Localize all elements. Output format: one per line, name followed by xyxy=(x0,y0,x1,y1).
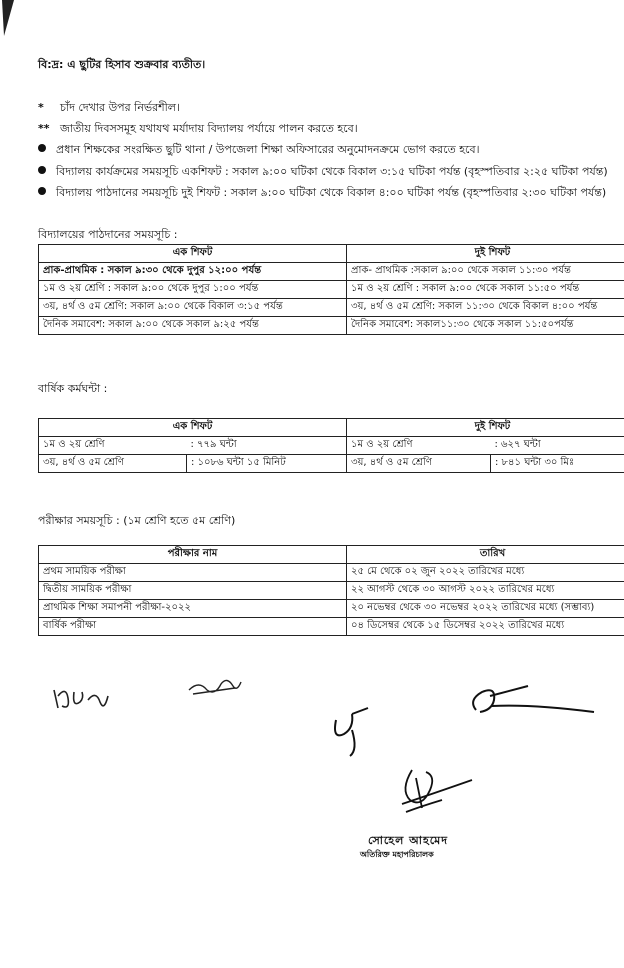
exams-title: পরীক্ষার সময়সূচি : (১ম শ্রেণি হতে ৫ম শ্রেণি) xyxy=(38,514,236,527)
table-cell: প্রাক-প্রাথমিক : সকাল ৯:৩০ থেকে দুপুর ১২:০০ পর্যন্ত xyxy=(39,263,347,281)
bullet-dot-icon xyxy=(38,187,46,195)
table-cell: বার্ষিক পরীক্ষা xyxy=(39,618,347,636)
table-cell: ২২ আগস্ট থেকে ৩০ আগস্ট ২০২২ তারিখের মধ্যে xyxy=(347,582,624,600)
bullet-dot-icon xyxy=(38,144,46,152)
table-cell: প্রথম সাময়িক পরীক্ষা xyxy=(39,564,347,582)
bullet-text: চাঁদ দেখার উপর নির্ভরশীল। xyxy=(60,101,180,114)
note-text: বি:দ্র: এ ছুটির হিসাব শুক্রবার ব্যতীত। xyxy=(38,58,206,71)
table-cell: ২০ নভেম্বর থেকে ৩০ নভেম্বর ২০২২ তারিখের মধ্যে (সম্ভাব্য) xyxy=(347,600,624,618)
bullet-item xyxy=(38,122,358,136)
column-header: এক শিফট xyxy=(39,245,347,263)
table-cell: ৩য়, ৪র্থ ও ৫ম শ্রেণি: সকাল ১১:৩০ থেকে বিকাল ৪:০০ পর্যন্ত xyxy=(347,299,624,317)
table-row xyxy=(39,455,624,473)
signature-5 xyxy=(382,760,492,820)
table-cell: প্রাথমিক শিক্ষা সমাপনী পরীক্ষা-২০২২ xyxy=(39,600,347,618)
column-header: দুই শিফট xyxy=(347,245,624,263)
table-cell: ১ম ও ২য় শ্রেণি : সকাল ৯:০০ থেকে সকাল ১১:৫০ পর্যন্ত xyxy=(347,281,624,299)
table-cell: দ্বিতীয় সাময়িক পরীক্ষা xyxy=(39,582,347,600)
table-row xyxy=(39,564,624,582)
schedule-table xyxy=(38,244,624,335)
table-row xyxy=(39,299,624,317)
column-header: এক শিফট xyxy=(39,419,347,437)
table-header-row xyxy=(39,546,624,564)
signature-2 xyxy=(185,672,245,700)
table-cell: দৈনিক সমাবেশ: সকাল ৯:০০ থেকে সকাল ৯:২৫ পর্যন্ত xyxy=(39,317,347,335)
table-cell: : ১০৮৬ ঘন্টা ১৫ মিনিট xyxy=(187,455,347,473)
hours-title: বার্ষিক কর্মঘন্টা : xyxy=(38,382,108,395)
table-cell: ১ম ও ২য় শ্রেণি : সকাল ৯:০০ থেকে দুপুর ১:০০ পর্যন্ত xyxy=(39,281,347,299)
table-row xyxy=(39,317,624,335)
bullet-text: প্রধান শিক্ষকের সংরক্ষিত ছুটি থানা / উপজেলা শিক্ষা অফিসারের অনুমোদনক্রমে ভোগ করতে হবে। xyxy=(56,143,480,156)
table-cell: : ৭৭৯ ঘন্টা xyxy=(187,437,347,455)
table-row xyxy=(39,582,624,600)
table-cell: ৩য়, ৪র্থ ও ৫ম শ্রেণি xyxy=(347,455,491,473)
table-cell: প্রাক- প্রাথমিক :সকাল ৯:০০ থেকে সকাল ১১:৩০ পর্যন্ত xyxy=(347,263,624,281)
table-cell: ১ম ও ২য় শ্রেণি xyxy=(347,437,491,455)
bullet-symbol: ** xyxy=(38,122,50,135)
table-cell: ৩য়, ৪র্থ ও ৫ম শ্রেণি xyxy=(39,455,187,473)
table-cell: ০৪ ডিসেম্বর থেকে ১৫ ডিসেম্বর ২০২২ তারিখের মধ্যে xyxy=(347,618,624,636)
exam-schedule-table xyxy=(38,545,624,636)
signature-4 xyxy=(462,682,602,722)
bullet-item xyxy=(38,101,180,115)
signer-name: সোহেল আহমেদ xyxy=(368,834,449,847)
table-header-row xyxy=(39,245,624,263)
bullet-symbol: * xyxy=(38,101,44,114)
schedule-title: বিদ্যালয়ের পাঠদানের সময়সূচি : xyxy=(38,228,178,241)
table-cell: ৩য়, ৪র্থ ও ৫ম শ্রেণি: সকাল ৯:০০ থেকে বিকাল ৩:১৫ পর্যন্ত xyxy=(39,299,347,317)
table-cell: : ৬২৭ ঘন্টা xyxy=(491,437,624,455)
table-header-row xyxy=(39,419,624,437)
column-header: দুই শিফট xyxy=(347,419,624,437)
table-row xyxy=(39,437,624,455)
table-row xyxy=(39,618,624,636)
bullet-dot-icon xyxy=(38,166,46,174)
annual-hours-table xyxy=(38,418,624,473)
table-row xyxy=(39,600,624,618)
table-row xyxy=(39,263,624,281)
table-cell: ২৫ মে থেকে ০২ জুন ২০২২ তারিখের মধ্যে xyxy=(347,564,624,582)
bullet-text: বিদ্যালয় কার্যক্রমের সময়সূচি একশিফট : সকাল ৯:০০ ঘটিকা থেকে বিকাল ৩:১৫ ঘটিকা পর্যন্ত (বৃহস্পতিবার ২:২৫ ঘটিকা পর্যন্ত) xyxy=(56,165,608,178)
bullet-item xyxy=(38,186,606,200)
bullet-text: জাতীয় দিবসসমূহ যথাযথ মর্যাদায় বিদ্যালয় পর্যায়ে পালন করতে হবে। xyxy=(60,122,358,135)
bullet-text: বিদ্যালয় পাঠদানের সময়সূচি দুই শিফট : সকাল ৯:০০ ঘটিকা থেকে বিকাল ৪:০০ ঘটিকা পর্যন্ত (বৃহস্পতিবার ২:৩০ ঘটিকা পর্যন্ত) xyxy=(56,186,607,199)
signature-3 xyxy=(328,700,388,760)
column-header: পরীক্ষার নাম xyxy=(39,546,347,564)
table-cell: : ৮৪১ ঘন্টা ৩০ মিঃ xyxy=(491,455,624,473)
signer-title: অতিরিক্ত মহাপরিচালক xyxy=(360,850,434,859)
table-cell: দৈনিক সমাবেশ: সকাল১১:৩০ থেকে সকাল ১১:৫০পর্যন্ত xyxy=(347,317,624,335)
table-row xyxy=(39,281,624,299)
bullet-item xyxy=(38,165,608,179)
page-corner-mark xyxy=(0,0,24,40)
signature-1 xyxy=(48,682,118,716)
column-header: তারিখ xyxy=(347,546,624,564)
table-cell: ১ম ও ২য় শ্রেণি xyxy=(39,437,187,455)
bullet-item xyxy=(38,143,480,157)
